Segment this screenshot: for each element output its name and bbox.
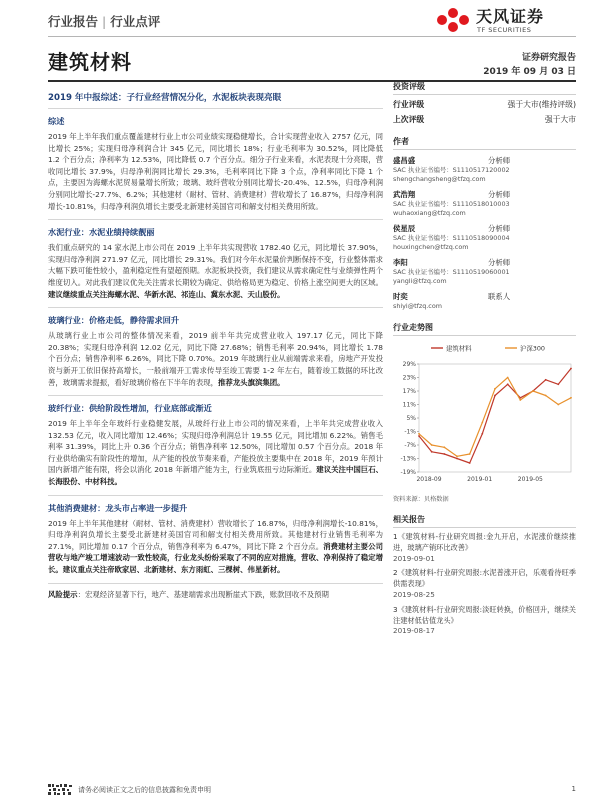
section-body-consumer [48, 518, 383, 576]
footer-barcode-icon [48, 784, 72, 795]
data-point [481, 433, 483, 435]
legend-label: 沪深300 [520, 344, 545, 353]
analyst-role: 分析师 [488, 156, 511, 165]
series-line [419, 369, 571, 464]
analyst-entry [393, 291, 576, 311]
section-text: 我们重点研究的 14 家水泥上市公司在 2019 上半年共实现营收 1782.40 亿元，同比增长 37.90%，实现归母净利润 271.97 亿元，同比增长 29.31%。我们对今年水泥量价判断保持不变，行业整体需求大幅下跌可能性较小，盈利稳定性有望超预期。水泥板块投资，我们建议从需求确定性与业绩弹性两个维度切入。对此我们建议优先关注需求长期较为确定、供给格局更为稳定、价格上涨空间更大的区域。 [48, 243, 383, 287]
analyst-sac: SAC 执业证书编号：S1110518090004 [393, 234, 510, 242]
y-tick-label: -13% [400, 455, 416, 463]
header-divider [48, 36, 576, 37]
analyst-row [393, 291, 576, 302]
analyst-entry [393, 155, 576, 184]
related-report-link[interactable]: 2《建筑材料-行业研究周报:水泥普涨开启，乐观看待旺季供需表现》 [393, 568, 576, 589]
previous-rating-label: 上次评级 [393, 115, 425, 124]
section-divider [48, 395, 383, 396]
analyst-email[interactable]: shiyi@tfzq.com [393, 302, 442, 310]
report-type: 证券研究报告 [521, 53, 576, 63]
data-point [557, 404, 559, 406]
industry-rating-label: 行业评级 [393, 100, 425, 109]
section-divider [48, 307, 383, 308]
data-point [481, 422, 483, 424]
risk-label: 风险提示 [48, 589, 78, 599]
brand-name: 天风证券 [476, 7, 545, 26]
category-label: 行业报告 [48, 14, 99, 29]
analyst-role: 分析师 [488, 190, 511, 199]
brand-logo [436, 2, 576, 38]
analyst-name: 李阳 [393, 258, 408, 267]
sidebar [393, 78, 576, 637]
report-subtitle: 2019 年中报综述：子行业经营情况分化，水泥板块表现亮眼 [48, 93, 282, 103]
analyst-name: 武浩翔 [393, 190, 416, 199]
previous-rating [393, 114, 576, 125]
data-point [469, 453, 471, 455]
y-tick-label: 17% [402, 388, 416, 396]
analyst-sac: SAC 执业证书编号：S1110519060001 [393, 268, 510, 276]
brand-logo-icon [436, 5, 470, 35]
data-point [469, 462, 471, 464]
report-category [48, 12, 160, 30]
x-tick-label: 2019-01 [467, 476, 493, 483]
analyst-role: 分析师 [488, 224, 511, 233]
y-tick-label: 23% [402, 374, 416, 382]
analyst-entry [393, 257, 576, 286]
related-report-date: 2019-09-01 [393, 553, 435, 563]
data-point [494, 388, 496, 390]
trend-chart-svg [393, 340, 576, 492]
analyst-name: 盛昌盛 [393, 156, 416, 165]
section-heading-fiberglass: 玻纤行业：供给阶段性增加，行业底部或渐近 [48, 403, 212, 414]
section-text: 从玻璃行业上市公司的整体情况来看，2019 前半年共完成营业收入 197.17 亿元，同比下降 20.38%；实现归母净利润 12.02 亿元，同比下降 27.68%；销售毛利率 20.94%，同比增长 1.78 个百分点；销售净利率 6.26%，同比下降 0.70%。2019 年玻璃行业从前端需求来看，房地产开发投资与新开工依旧保持高增长，一般前端开工需求传导至竣工需要 1-2 年左右，随着竣工数据的环比改善，玻璃需求提振，看好玻璃价格在下半年的表现， [48, 331, 383, 387]
section-body-cement [48, 242, 383, 300]
section-body-glass [48, 330, 383, 388]
page-footer [48, 784, 576, 798]
section-emphasis: 建议关注中国巨石、长海股份、中材科技。 [48, 465, 383, 487]
analyst-role: 分析师 [488, 258, 511, 267]
y-tick-label: -19% [400, 469, 416, 477]
analyst-role: 联系人 [488, 292, 511, 301]
section-emphasis: 建议继续重点关注海螺水泥、华新水泥、祁连山、冀东水泥、天山股份。 [48, 289, 285, 299]
analyst-entry [393, 189, 576, 218]
chart-heading: 行业走势图 [393, 319, 576, 336]
main-content [48, 108, 383, 748]
section-body-overview [48, 131, 383, 212]
analyst-row [393, 189, 576, 200]
analyst-sac: SAC 执业证书编号：S1110517120002 [393, 166, 510, 174]
subcategory-label: 行业点评 [110, 14, 161, 29]
section-divider [48, 219, 383, 220]
industry-trend-chart [393, 340, 576, 492]
y-tick-label: 29% [402, 361, 416, 369]
data-point [443, 453, 445, 455]
section-body-fiberglass [48, 418, 383, 488]
legend-label: 建筑材料 [446, 344, 472, 353]
page-number: 1 [571, 785, 576, 793]
data-point [431, 444, 433, 446]
brand-name-en: TF SECURITIES [477, 26, 532, 34]
analyst-sac: SAC 执业证书编号：S1110518010003 [393, 200, 510, 208]
data-point [557, 383, 559, 385]
data-point [443, 446, 445, 448]
y-tick-label: -1% [404, 428, 416, 436]
y-tick-label: -7% [404, 442, 416, 450]
section-divider [48, 108, 383, 109]
data-point [532, 390, 534, 392]
related-report-date: 2019-08-17 [393, 626, 435, 636]
previous-rating-value: 强于大市 [544, 115, 576, 124]
section-text: 2019 年上半年其他建材（耐材、管材、消费建材）营收增长了 16.87%，归母净利润增长-10.81%，归母净利润负增长主要受北新建材美国官司和解支付相关费用所致。其他建材行业销售毛利率为 27.1%，同比增加 0.17 个百分点，销售净利率为 6.47%，同比下降 2 个百分点。 [48, 518, 383, 551]
data-point [545, 379, 547, 381]
rating-heading: 投资评级 [393, 78, 576, 95]
section-divider [48, 583, 383, 584]
y-tick-label: 5% [406, 415, 416, 423]
y-tick-label: 11% [402, 401, 416, 409]
section-emphasis: 消费建材主要公司营收与地产竣工增速波动一致性较高，行业龙头纷纷采取了不同的应对措施，营收、净利保持了稳定增长。建议重点关注帝欧家居、北新建材、东方雨虹、三棵树、伟星新材。 [48, 541, 383, 575]
industry-rating [393, 99, 576, 110]
x-tick-label: 2019-05 [517, 476, 543, 483]
analyst-email[interactable]: yangli@tfzq.com [393, 277, 447, 285]
data-point [507, 383, 509, 385]
analyst-row [393, 155, 576, 166]
related-heading: 相关报告 [393, 511, 576, 528]
data-point [570, 397, 572, 399]
related-report-link[interactable]: 1《建筑材料-行业研究周报:金九开启，水泥涨价继续推进，玻璃产销环比改善》 [393, 532, 576, 552]
data-point [494, 395, 496, 397]
section-emphasis: 推荐龙头旗滨集团。 [218, 377, 285, 387]
related-report-link[interactable]: 3《建筑材料-行业研究周报:淡旺转换，价格回升，继续关注建材低估值龙头》 [393, 604, 576, 625]
risk-warning [48, 589, 383, 601]
category-separator: | [102, 14, 107, 29]
analyst-row [393, 257, 576, 268]
analyst-entry [393, 223, 576, 252]
data-point [456, 458, 458, 460]
data-point [418, 435, 420, 437]
data-point [519, 399, 521, 401]
chart-source: 资料来源：贝格数据 [393, 496, 449, 503]
footer-disclaimer: 请务必阅读正文之后的信息披露和免责申明 [78, 786, 211, 794]
data-point [431, 451, 433, 453]
section-text: 2019 年上半年我们重点覆盖建材行业上市公司业绩实现稳健增长，合计实现营业收入 2757 亿元，同比增长 25%；实现归母净利润合计 345 亿元，同比增长 18%；行业毛利率为 30.52%，同比降低 1.2 个百分点；净利率为 12.53%，同比降低 0.7 个百分点。细分子行业来看，水泥表现十分亮眼，营收同比增长 37.9%，归母净利润同比增长 29.3%，毛利率同比下降 3 个点，净利率同比下降 1 个点，主要因为海螺水泥贸易量增长所致；玻璃、玻纤营收分别同比增长-20.4%、12.5%，归母净利润分别同比增长-27.7%、6.2%；其他建材（耐材、管材、消费建材）营收增长了 16.87%，归母净利润增长-10.81%，归母净利润负增长主要受北新建材美国官司和解支付相关费用所致。 [48, 132, 383, 211]
analyst-list [393, 155, 576, 311]
analyst-name: 侯星辰 [393, 224, 416, 233]
page-title: 建筑材料 [48, 50, 132, 74]
section-heading-overview: 综述 [48, 116, 65, 126]
data-point [570, 368, 572, 370]
related-report-date: 2019-08-25 [393, 589, 435, 599]
related-reports-list [393, 532, 576, 637]
analyst-email[interactable]: houxingchen@tfzq.com [393, 243, 469, 251]
analyst-heading: 作者 [393, 133, 576, 150]
data-point [456, 455, 458, 457]
x-tick-label: 2018-09 [416, 476, 442, 483]
data-point [507, 377, 509, 379]
analyst-row [393, 223, 576, 234]
analyst-email[interactable]: wuhaoxiang@tfzq.com [393, 209, 466, 217]
section-heading-consumer: 其他消费建材：龙头市占率进一步提升 [48, 502, 188, 513]
risk-text: ：宏观经济显著下行，地产、基建端需求出现断崖式下跌，账款回收不及预期 [77, 589, 329, 599]
industry-rating-value: 强于大市(维持评级) [507, 100, 576, 109]
section-divider [48, 495, 383, 496]
report-date: 2019 年 09 月 03 日 [483, 67, 576, 77]
analyst-name: 时奕 [393, 292, 408, 301]
data-point [418, 433, 420, 435]
data-point [545, 395, 547, 397]
section-text: 2019 年上半年全年玻纤行业稳健发展，从玻纤行业上市公司的情况来看，上半年共完成营业收入 132.53 亿元，收入同比增加 12.46%；实现归母净利润总计 19.55 亿元，同比增加 6.22%。销售毛利率 31.39%，同比上升 0.36 个百分点；销售净利率 12.50%，同比增加 0.57 个百分点。2018 年行业供给确实有阶段性的增加，从产能的投放节奏来看，产能投放主要集中在 2018 年，2019 年预计国内新增产能有限，将会以消化 2018 年新增产能为主，行业筑底扭亏边际渐近。 [48, 419, 383, 475]
section-heading-glass: 玻璃行业：价格走低，静待需求回升 [48, 315, 180, 326]
analyst-email[interactable]: shengchangsheng@tfzq.com [393, 175, 486, 183]
section-heading-cement: 水泥行业：水泥业绩持续靓丽 [48, 227, 155, 238]
